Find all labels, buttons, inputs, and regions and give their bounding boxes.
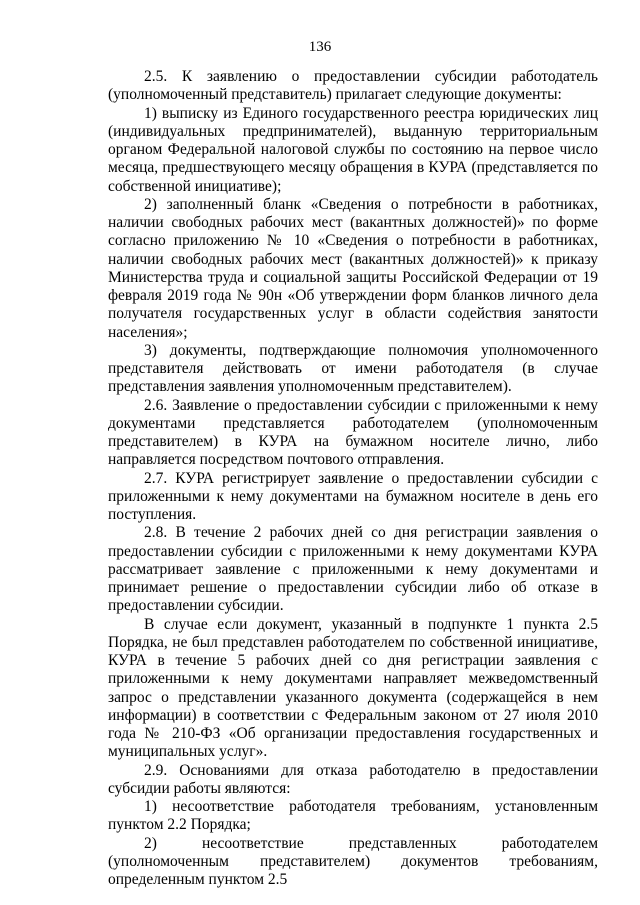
paragraph-2-9-item-2: 2) несоответствие представленных работодателем (уполномоченным представителем) документов требованиям, определенным пунктом 2.5 — [108, 834, 598, 888]
paragraph-2-9: 2.9. Основаниями для отказа работодателю в предоставлении субсидии работы являются: — [108, 761, 598, 797]
paragraph-2-7: 2.7. КУРА регистрирует заявление о предоставлении субсидии с приложенными к нему документами на бумажном носителе в день его поступления. — [108, 469, 598, 523]
paragraph-2-5: 2.5. К заявлению о предоставлении субсидии работодатель (уполномоченный представитель) прилагает следующие документы: — [108, 68, 598, 104]
document-body — [108, 68, 598, 889]
paragraph-2-5-item-2: 2) заполненный бланк «Сведения о потребности в работниках, наличии свободных рабочих мест (вакантных должностей)» по форме согласно приложению № 10 «Сведения о потребности в работниках, наличии свободных рабочих мест (вакантных должностей)» к приказу Министерства труда и социальной защиты Российской Федерации от 19 февраля 2019 года № 90н «Об утверждении форм бланков личного дела получателя государственных услуг в области содействия занятости населения»; — [108, 195, 598, 341]
paragraph-2-8-continued: В случае если документ, указанный в подпункте 1 пункта 2.5 Порядка, не был представлен работодателем по собственной инициативе, КУРА в течение 5 рабочих дней со дня регистрации заявления с приложенными к нему документами направляет межведомственный запрос о представлении указанного документа (содержащейся в нем информации) в соответствии с Федеральным законом от 27 июля 2010 года № 210-ФЗ «Об организации предоставления государственных и муниципальных услуг». — [108, 615, 598, 761]
paragraph-2-5-item-3: 3) документы, подтверждающие полномочия уполномоченного представителя действовать от имени работодателя (в случае представления заявления уполномоченным представителем). — [108, 341, 598, 396]
paragraph-2-8: 2.8. В течение 2 рабочих дней со дня регистрации заявления о предоставлении субсидии с приложенными к нему документами КУРА рассматривает заявление с приложенными к нему документами и принимает решение о предоставлении субсидии либо об отказе в предоставлении субсидии. — [108, 524, 598, 615]
paragraph-2-9-item-1: 1) несоответствие работодателя требованиям, установленным пунктом 2.2 Порядка; — [108, 798, 598, 834]
paragraph-2-5-item-1: 1) выписку из Единого государственного реестра юридических лиц (индивидуальных предпринимателей), выданную территориальным органом Федеральной налоговой службы по состоянию на первое число месяца, предшествующего месяцу обращения в КУРА (представляется по собственной инициативе); — [108, 104, 598, 195]
page-number: 136 — [308, 39, 332, 55]
paragraph-2-6: 2.6. Заявление о предоставлении субсидии с приложенными к нему документами представляется работодателем (уполномоченным представителем) в КУРА на бумажном носителе лично, либо направляется посредством почтового отправления. — [108, 396, 598, 469]
